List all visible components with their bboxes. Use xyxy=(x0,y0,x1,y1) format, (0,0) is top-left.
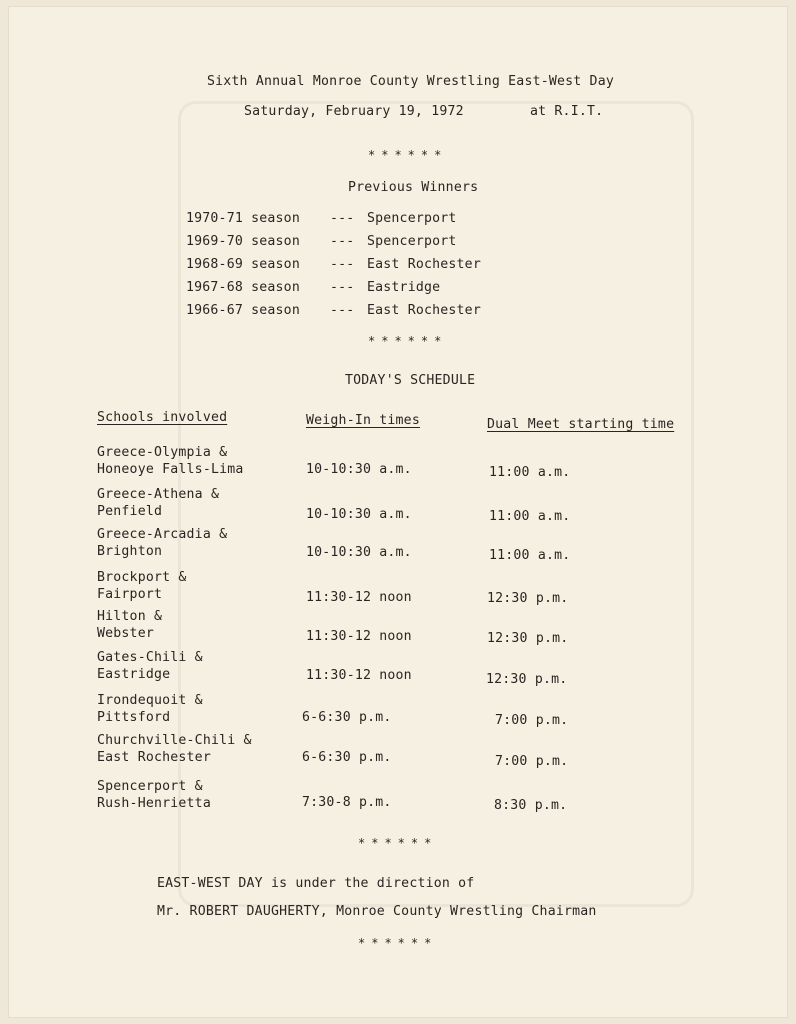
column-header-start-time: Dual Meet starting time xyxy=(487,417,675,432)
school-2: Brighton xyxy=(97,544,163,559)
previous-winners-heading: Previous Winners xyxy=(348,180,479,195)
weigh-in-time: 6-6:30 p.m. xyxy=(302,750,392,765)
school-2: Honeoye Falls-Lima xyxy=(97,462,244,477)
winner-dash: --- xyxy=(330,280,355,295)
school-1: Brockport & xyxy=(97,570,187,585)
school-1: Hilton & xyxy=(97,609,163,624)
column-header-weigh-in: Weigh-In times xyxy=(306,413,420,428)
winner-winner: Eastridge xyxy=(367,280,441,295)
separator-2: ****** xyxy=(368,334,448,348)
school-2: Penfield xyxy=(97,504,163,519)
weigh-in-time: 6-6:30 p.m. xyxy=(302,710,392,725)
winner-dash: --- xyxy=(330,234,355,249)
school-1: Churchville-Chili & xyxy=(97,733,252,748)
event-date: Saturday, February 19, 1972 xyxy=(244,104,464,119)
winner-season: 1970-71 season xyxy=(186,211,300,226)
school-1: Greece-Olympia & xyxy=(97,445,228,460)
school-2: Webster xyxy=(97,626,154,641)
school-2: East Rochester xyxy=(97,750,211,765)
start-time: 11:00 a.m. xyxy=(489,548,571,563)
start-time: 7:00 p.m. xyxy=(495,754,569,769)
event-location: at R.I.T. xyxy=(530,104,604,119)
weigh-in-time: 10-10:30 a.m. xyxy=(306,507,412,522)
winner-winner: Spencerport xyxy=(367,234,457,249)
school-1: Greece-Arcadia & xyxy=(97,527,228,542)
weigh-in-time: 11:30-12 noon xyxy=(306,629,412,644)
school-1: Spencerport & xyxy=(97,779,203,794)
winner-dash: --- xyxy=(330,257,355,272)
school-1: Greece-Athena & xyxy=(97,487,220,502)
winner-season: 1969-70 season xyxy=(186,234,300,249)
weigh-in-time: 11:30-12 noon xyxy=(306,668,412,683)
start-time: 12:30 p.m. xyxy=(487,631,569,646)
school-2: Rush-Henrietta xyxy=(97,796,211,811)
school-2: Pittsford xyxy=(97,710,171,725)
start-time: 12:30 p.m. xyxy=(487,591,569,606)
schedule-heading: TODAY'S SCHEDULE xyxy=(345,373,476,388)
separator-4: ****** xyxy=(358,936,438,950)
winner-season: 1968-69 season xyxy=(186,257,300,272)
winner-season: 1967-68 season xyxy=(186,280,300,295)
start-time: 11:00 a.m. xyxy=(489,465,571,480)
school-2: Eastridge xyxy=(97,667,171,682)
weigh-in-time: 10-10:30 a.m. xyxy=(306,462,412,477)
winner-winner: East Rochester xyxy=(367,303,481,318)
column-header-schools: Schools involved xyxy=(97,410,228,425)
school-1: Gates-Chili & xyxy=(97,650,203,665)
winner-winner: East Rochester xyxy=(367,257,481,272)
weigh-in-time: 10-10:30 a.m. xyxy=(306,545,412,560)
separator-1: ****** xyxy=(368,148,448,162)
start-time: 12:30 p.m. xyxy=(486,672,568,687)
start-time: 11:00 a.m. xyxy=(489,509,571,524)
footer-line-2: Mr. ROBERT DAUGHERTY, Monroe County Wrestling Chairman xyxy=(157,904,597,919)
winner-winner: Spencerport xyxy=(367,211,457,226)
school-1: Irondequoit & xyxy=(97,693,203,708)
winner-dash: --- xyxy=(330,303,355,318)
winner-season: 1966-67 season xyxy=(186,303,300,318)
document-title: Sixth Annual Monroe County Wrestling East-West Day xyxy=(207,74,614,89)
separator-3: ****** xyxy=(358,836,438,850)
school-2: Fairport xyxy=(97,587,163,602)
weigh-in-time: 11:30-12 noon xyxy=(306,590,412,605)
winner-dash: --- xyxy=(330,211,355,226)
footer-line-1: EAST-WEST DAY is under the direction of xyxy=(157,876,475,891)
start-time: 7:00 p.m. xyxy=(495,713,569,728)
start-time: 8:30 p.m. xyxy=(494,798,568,813)
weigh-in-time: 7:30-8 p.m. xyxy=(302,795,392,810)
